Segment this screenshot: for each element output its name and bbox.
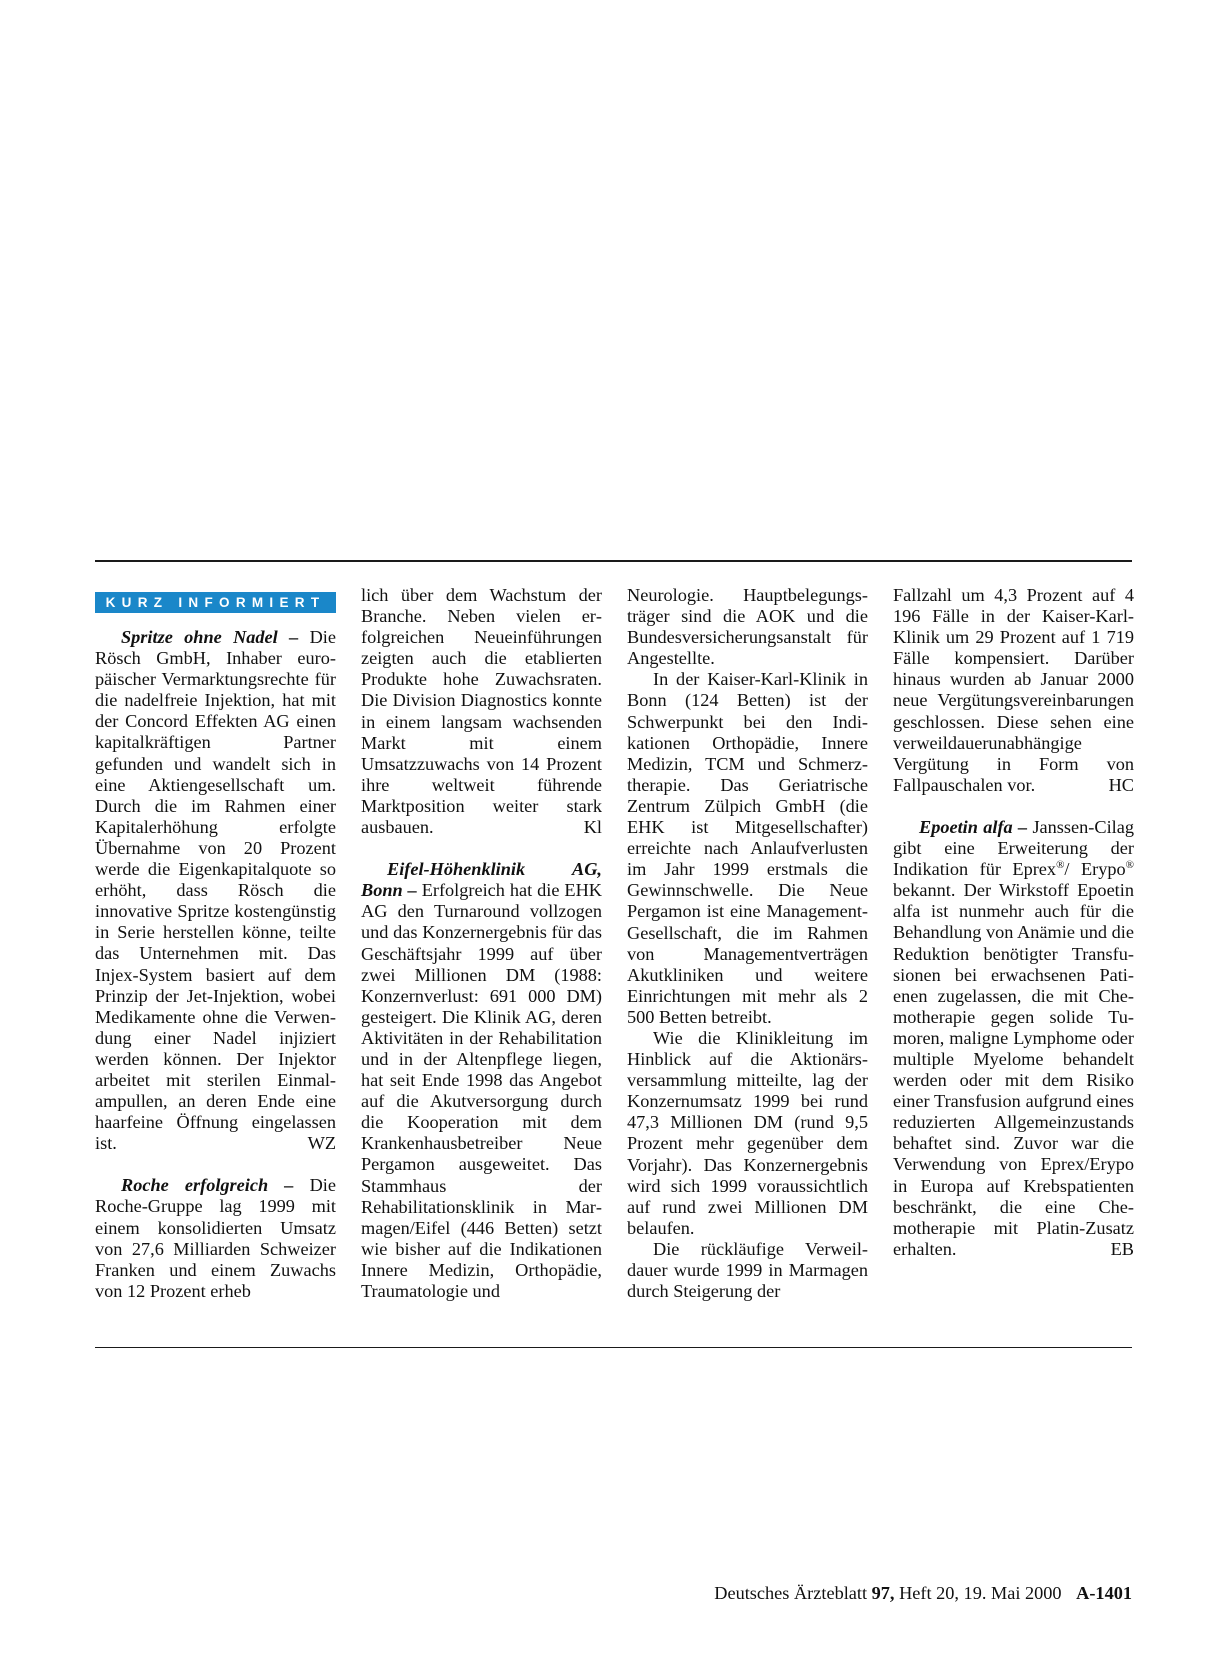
article-paragraph: Die rückläufige Verweildauer wurde 1999 in Marmagen durch Steigerung der — [627, 1238, 868, 1302]
article-body: lich über dem Wachstum der Branche. Neben vielen erfolgreichen Neueinführungen zeigten auch die etablierten Produkte hohe Zuwachsraten. Die Division Diagnostics konnte in einem langsam wachsenden Markt mit einem Umsatzzuwachs von 14 Prozent ihre weltweit führende Marktposition weiter stark ausbauen. — [361, 585, 602, 838]
section-label: KURZ INFORMIERT — [95, 592, 336, 613]
author-signature: Kl — [583, 817, 602, 838]
registered-mark: ® — [1125, 859, 1135, 872]
journal-volume: 97, — [871, 1583, 895, 1603]
article-body: Die Rösch GmbH, Inhaber europäischer Vermarktungsrechte für die nadelfreie Injektion, hat mit der Concord Effekten AG einen kapitalkräftigen Partner gefunden und wandelt sich in eine Aktiengesellschaft um. Durch die im Rahmen einer Kapitalerhöhung erfolgte Übernahme von 20 Prozent werde die Eigenkapitalquote so erhöht, dass Rösch die innovative Spritze kostengünstig in Serie herstellen könne, teilte das Unternehmen mit. Das Injex-System basiert auf dem Prinzip der Jet-Injektion, wobei Medikamente ohne die Verwendung einer Nadel injiziert werden können. Der Injektor arbeitet mit sterilen Einmalampullen, an deren Ende eine haarfeine Öffnung eingelassen ist. — [95, 627, 336, 1154]
bottom-rule — [95, 1347, 1132, 1348]
article-body: Neurologie. Hauptbelegungsträger sind die AOK und die Bundesversicherungsanstalt für Angestellte. — [627, 585, 868, 669]
article-body: / Erypo — [1064, 859, 1126, 880]
article-headline: Roche erfolgreich – — [121, 1175, 294, 1196]
journal-name: Deutsches Ärzteblatt — [714, 1583, 868, 1603]
article-eifel — [361, 859, 602, 1302]
article-eifel-continued — [627, 585, 868, 669]
author-signature: WZ — [307, 1133, 336, 1154]
article-roche-continued — [361, 585, 602, 838]
column-1 — [95, 627, 336, 1302]
column-2 — [361, 585, 602, 1302]
article-headline: Epoetin alfa – — [919, 816, 1028, 837]
article-body: bekannt. Der Wirkstoff Epoetin alfa ist nunmehr auch für die Behandlung von Anämie und die Reduktion benötigter Transfusionen bei erwachsenen Patienen zugelassen, die mit Chemotherapie gegen solide Tumoren, maligne Lymphome oder multiple Myelome behandelt werden oder mit dem Risiko einer Transfusion aufgrund eines reduzierten Allgemeinzustands behaftet sind. Zuvor war die Verwendung von Eprex/Erypo in Europa auf Krebspatienten beschränkt, die eine Chemotherapie mit Platin-Zusatz erhalten. — [893, 880, 1134, 1259]
article-body: Erfolgreich hat die EHK AG den Turnaround vollzogen und das Konzernergebnis für das Geschäftsjahr 1999 auf über zwei Millionen DM (1988: Konzernverlust: 691 000 DM) gesteigert. Die Klinik AG, deren Aktivitäten in der Rehabilitation und in der Altenpflege liegen, hat seit Ende 1998 das Angebot auf die Akutversorgung durch die Kooperation mit dem Krankenhausbetreiber Neue Pergamon ausgeweitet. Das Stammhaus der Rehabilitationsklinik in Marmagen/Eifel (446 Betten) setzt wie bisher auf die Indikationen Innere Medizin, Orthopädie, Traumatologie und — [361, 880, 602, 1301]
article-roche — [95, 1175, 336, 1302]
article-paragraph: Wie die Klinikleitung im Hinblick auf die Aktionärsversammlung mitteilte, lag der Konzernumsatz 1999 bei rund 47,3 Millionen DM (rund 9,5 Prozent mehr gegenüber dem Vorjahr). Das Konzernergebnis wird sich 1999 voraussichtlich auf rund zwei Millionen DM belaufen. — [627, 1027, 868, 1238]
article-body: Die Roche-Gruppe lag 1999 mit einem konsolidierten Umsatz von 27,6 Milliarden Schweizer Franken und einem Zuwachs von 12 Prozent erheb — [95, 1175, 336, 1301]
article-paragraph: In der Kaiser-Karl-Klinik in Bonn (124 Betten) ist der Schwerpunkt bei den Indikationen Orthopädie, Innere Medizin, TCM und Schmerztherapie. Das Geriatrische Zentrum Zülpich GmbH (die EHK ist Mitgesellschafter) erreichte nach Anlaufverlusten im Jahr 1999 erstmals die Gewinnschwelle. Die Neue Pergamon ist eine Management-Gesellschaft, die im Rahmen von Managementverträgen Akutkliniken und weitere Einrichtungen mit mehr als 2 500 Betten betreibt. — [627, 669, 868, 1027]
top-rule — [95, 560, 1132, 562]
article-headline: Eifel-Höhenklinik AG, Bonn – — [361, 859, 602, 901]
article-body: Janssen-Cilag gibt eine Erweiterung der Indikation für Eprex — [893, 816, 1134, 880]
article-eifel-end — [893, 585, 1134, 796]
registered-mark: ® — [1056, 859, 1065, 872]
author-signature: HC — [1108, 774, 1134, 795]
issue-info: Heft 20, 19. Mai 2000 — [899, 1583, 1062, 1603]
article-epoetin — [893, 817, 1134, 1260]
page-footer — [714, 1582, 1132, 1604]
article-spritze — [95, 627, 336, 1154]
column-4 — [893, 585, 1134, 1260]
author-signature: EB — [1110, 1238, 1134, 1259]
article-body: Fallzahl um 4,3 Prozent auf 4 196 Fälle in der Kaiser-Karl-Klinik um 29 Prozent auf 1 719 Fälle kompensiert. Darüber hinaus wurden ab Januar 2000 neue Vergütungsvereinbarungen geschlossen. Diese sehen eine verweildauerunabhängige Vergütung in Form von Fallpauschalen vor. — [893, 585, 1134, 795]
page-number: A-1401 — [1076, 1583, 1132, 1603]
article-headline: Spritze ohne Nadel – — [121, 627, 299, 647]
column-3 — [627, 585, 868, 1302]
